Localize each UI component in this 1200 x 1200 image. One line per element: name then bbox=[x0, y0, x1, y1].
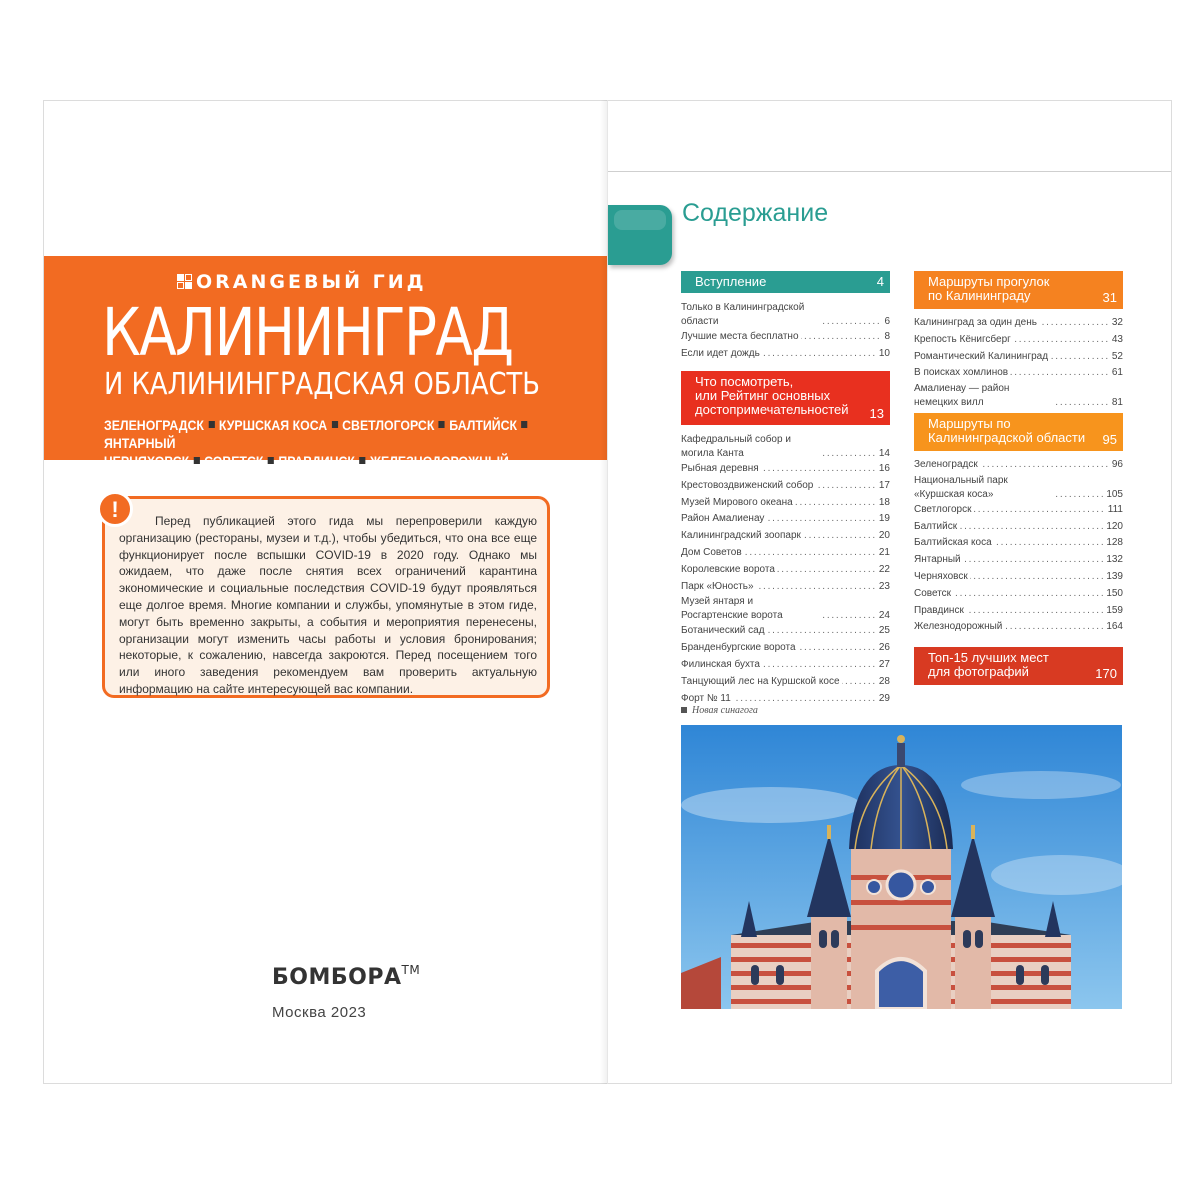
toc-entry-title: Амалиенау — район немецких вилл bbox=[914, 382, 1054, 410]
city-name: БАЛТИЙСК bbox=[449, 417, 518, 433]
contents-title: Содержание bbox=[682, 199, 829, 227]
toc-entry-title: Район Амалиенау bbox=[681, 513, 765, 525]
toc-section-intro[interactable]: Вступление 4 bbox=[681, 271, 890, 293]
toc-entry[interactable] bbox=[681, 674, 890, 691]
toc-entry[interactable] bbox=[681, 579, 890, 596]
toc-entry-title: Калининградский зоопарк bbox=[681, 530, 801, 542]
toc-entry-title: Калининград за один день bbox=[914, 317, 1037, 328]
toc-entry-page: 111 bbox=[1105, 502, 1123, 519]
toc-entry[interactable] bbox=[681, 623, 890, 640]
toc-entry-title: Янтарный bbox=[914, 554, 961, 566]
toc-entry[interactable] bbox=[681, 478, 890, 495]
toc-section-walks-city[interactable]: Маршруты прогулок по Калининграду 31 bbox=[914, 271, 1123, 309]
toc-entry[interactable] bbox=[914, 519, 1123, 536]
toc-entry[interactable] bbox=[681, 495, 890, 512]
toc-entry-title: Черняховск bbox=[914, 570, 968, 582]
city-name: СВЕТЛОГОРСК bbox=[342, 417, 435, 433]
toc-entry[interactable] bbox=[681, 346, 890, 363]
toc-entry-page: 150 bbox=[1103, 586, 1123, 603]
series-logo-icon bbox=[177, 274, 192, 289]
notice-text: Перед публикацией этого гида мы перепроверили каждую организацию (рестораны, музеи и т.д.), чтобы убедиться, что она все еще функционирует после вспышки COVID-19 в 2020 году. Однако мы ожидаем, что даже после снятия всех ограничений карантина экономические и социальные последствия COVID-19 будут проявляться еще долгое время. Многие компании и службы, упомянутые в этом гиде, могут быть временно закрыты, а события и мероприятия перенесены, организации могут изменить часы работы и условия бронирования; некоторые, к сожалению, навсегда закроются. Перед посещением того или иного заведения рекомендуем вам проверить актуальную информацию на сайте интересующей вас компании. bbox=[119, 514, 537, 696]
city-name: ЯНТАРНЫЙ bbox=[104, 435, 176, 451]
photo-caption: Новая синагога bbox=[681, 705, 758, 716]
toc-section-rating[interactable]: Что посмотреть, или Рейтинг основных достопримечательностей 13 bbox=[681, 371, 890, 425]
toc-entry-title: Лучшие места бесплатно bbox=[681, 331, 799, 342]
toc-entry-page: 24 bbox=[876, 609, 890, 623]
toc-entry-title: Если идет дождь bbox=[681, 347, 760, 359]
city-name: КУРШСКАЯ КОСА bbox=[218, 417, 328, 433]
toc-entry[interactable] bbox=[681, 657, 890, 674]
city-name: ЧЕРНЯХОВСК bbox=[104, 453, 190, 469]
toc-entry[interactable] bbox=[681, 301, 890, 329]
toc-entry-page: 120 bbox=[1103, 519, 1123, 536]
toc-entry[interactable] bbox=[681, 528, 890, 545]
toc-entry-title: Кафедральный собор и могила Канта bbox=[681, 433, 821, 461]
toc-entry-title: Музей янтаря и Росгартенские ворота bbox=[681, 595, 821, 623]
cities-line-2 bbox=[104, 452, 562, 470]
toc-entry-title: Правдинск bbox=[914, 604, 964, 616]
city-name: ЖЕЛЕЗНОДОРОЖНЫЙ bbox=[369, 453, 509, 469]
toc-entry-title: Балтийская коса bbox=[914, 537, 992, 549]
toc-entry[interactable] bbox=[914, 474, 1123, 502]
toc-entry[interactable] bbox=[681, 640, 890, 657]
toc-entry-page: 17 bbox=[876, 478, 890, 495]
toc-list-walks-city bbox=[914, 315, 1123, 410]
toc-entry-page: 19 bbox=[876, 511, 890, 528]
toc-entry[interactable] bbox=[914, 332, 1123, 349]
cities-line-1 bbox=[104, 416, 562, 452]
city-name: ПРАВДИНСК bbox=[278, 453, 355, 469]
toc-entry-title: Королевские ворота bbox=[681, 563, 775, 575]
toc-entry-page: 128 bbox=[1103, 535, 1123, 552]
toc-entry[interactable] bbox=[914, 382, 1123, 410]
toc-entry[interactable] bbox=[914, 619, 1123, 636]
toc-entry[interactable] bbox=[914, 569, 1123, 586]
toc-entry-page: 25 bbox=[876, 623, 890, 640]
section-tab-marker bbox=[608, 205, 672, 265]
toc-entry[interactable] bbox=[681, 511, 890, 528]
toc-entry-page: 32 bbox=[1109, 315, 1123, 332]
covid-notice-box bbox=[102, 496, 550, 698]
series-name: ORANGEВЫЙ ГИД bbox=[177, 271, 427, 293]
toc-entry[interactable] bbox=[914, 457, 1123, 474]
toc-entry-page: 139 bbox=[1103, 569, 1123, 586]
toc-entry[interactable] bbox=[914, 552, 1123, 569]
toc-entry-title: Крестовоздвиженский собор bbox=[681, 479, 814, 491]
toc-entry-page: 29 bbox=[876, 691, 890, 708]
toc-entry-title: Только в Калининградской области bbox=[681, 301, 821, 329]
toc-entry[interactable] bbox=[914, 365, 1123, 382]
toc-entry-page: 159 bbox=[1103, 603, 1123, 620]
toc-entry-title: Балтийск bbox=[914, 520, 958, 532]
toc-entry-page: 26 bbox=[876, 640, 890, 657]
toc-entry-title: Форт № 11 bbox=[681, 692, 731, 704]
toc-entry-page: 20 bbox=[876, 528, 890, 545]
toc-entry[interactable] bbox=[914, 315, 1123, 332]
toc-entry-title: Дом Советов bbox=[681, 546, 742, 558]
toc-entry[interactable] bbox=[914, 603, 1123, 620]
toc-entry-title: Крепость Кёнигсберг bbox=[914, 333, 1011, 345]
toc-section-top15[interactable]: Топ-15 лучших мест для фотографий 170 bbox=[914, 647, 1123, 685]
toc-entry[interactable] bbox=[681, 433, 890, 461]
toc-entry-title: Советск bbox=[914, 587, 952, 599]
toc-entry-page: 61 bbox=[1109, 365, 1123, 382]
toc-entry[interactable] bbox=[681, 595, 890, 623]
book-subtitle: И КАЛИНИНГРАДСКАЯ ОБЛАСТЬ bbox=[104, 367, 541, 402]
toc-entry-title: Рыбная деревня bbox=[681, 463, 759, 474]
toc-list-walks-region bbox=[914, 457, 1123, 636]
toc-entry-page: 105 bbox=[1103, 488, 1123, 502]
toc-entry-page: 18 bbox=[876, 495, 890, 512]
toc-entry-title: Зеленоградск bbox=[914, 459, 978, 470]
toc-list-intro bbox=[681, 301, 890, 363]
toc-section-walks-region[interactable]: Маршруты по Калининградской области 95 bbox=[914, 413, 1123, 451]
toc-entry-page: 28 bbox=[876, 674, 890, 691]
cities-list bbox=[104, 416, 562, 470]
toc-entry-page: 6 bbox=[881, 315, 890, 329]
toc-entry-title: Парк «Юность» bbox=[681, 580, 754, 592]
toc-entry[interactable] bbox=[914, 502, 1123, 519]
toc-entry[interactable] bbox=[681, 461, 890, 478]
toc-entry-page: 132 bbox=[1103, 552, 1123, 569]
publisher-name: БОМБОРА™ bbox=[272, 963, 421, 990]
toc-entry-title: Романтический Калининград bbox=[914, 350, 1049, 362]
toc-entry-title: Бранденбургские ворота bbox=[681, 642, 796, 654]
toc-entry[interactable] bbox=[681, 545, 890, 562]
toc-entry-page: 27 bbox=[876, 657, 890, 674]
toc-entry[interactable] bbox=[914, 535, 1123, 552]
toc-entry-page: 14 bbox=[876, 447, 890, 461]
right-page bbox=[607, 100, 1172, 1084]
toc-entry-page: 52 bbox=[1109, 349, 1123, 366]
toc-entry[interactable] bbox=[681, 562, 890, 579]
toc-entry-page: 21 bbox=[876, 545, 890, 562]
toc-entry-title: Танцующий лес на Куршской косе bbox=[681, 675, 840, 687]
exclamation-icon: ! bbox=[97, 491, 133, 527]
toc-list-rating bbox=[681, 433, 890, 707]
toc-entry-title: Музей Мирового океана bbox=[681, 496, 793, 508]
publication-city-year: Москва 2023 bbox=[272, 1004, 367, 1021]
toc-entry-title: Национальный парк «Куршская коса» bbox=[914, 474, 1054, 502]
toc-entry-page: 16 bbox=[876, 461, 890, 478]
title-band bbox=[44, 256, 607, 469]
city-name: СОВЕТСК bbox=[204, 453, 264, 469]
left-page bbox=[43, 100, 608, 1084]
city-name: ЗЕЛЕНОГРАДСК bbox=[104, 417, 204, 433]
toc-entry-page: 22 bbox=[876, 562, 890, 579]
toc-entry-page: 43 bbox=[1109, 332, 1123, 349]
toc-entry[interactable] bbox=[914, 349, 1123, 366]
toc-entry-page: 81 bbox=[1109, 396, 1123, 410]
toc-entry-page: 10 bbox=[876, 346, 890, 363]
toc-entry-title: В поисках хомлинов bbox=[914, 367, 1009, 379]
book-title: КАЛИНИНГРАД bbox=[102, 294, 513, 371]
synagogue-photo bbox=[681, 725, 1122, 1009]
toc-entry[interactable] bbox=[914, 586, 1123, 603]
toc-entry-page: 164 bbox=[1103, 619, 1123, 636]
toc-entry-title: Филинская бухта bbox=[681, 658, 760, 670]
toc-entry-title: Светлогорск bbox=[914, 503, 972, 515]
toc-entry-page: 23 bbox=[876, 579, 890, 596]
toc-entry-page: 96 bbox=[1109, 457, 1123, 474]
toc-entry-page: 8 bbox=[881, 329, 890, 346]
top-rule bbox=[608, 171, 1171, 172]
toc-entry[interactable] bbox=[681, 329, 890, 346]
toc-entry-title: Ботанический сад bbox=[681, 625, 765, 637]
toc-entry-title: Железнодорожный bbox=[914, 621, 1003, 633]
